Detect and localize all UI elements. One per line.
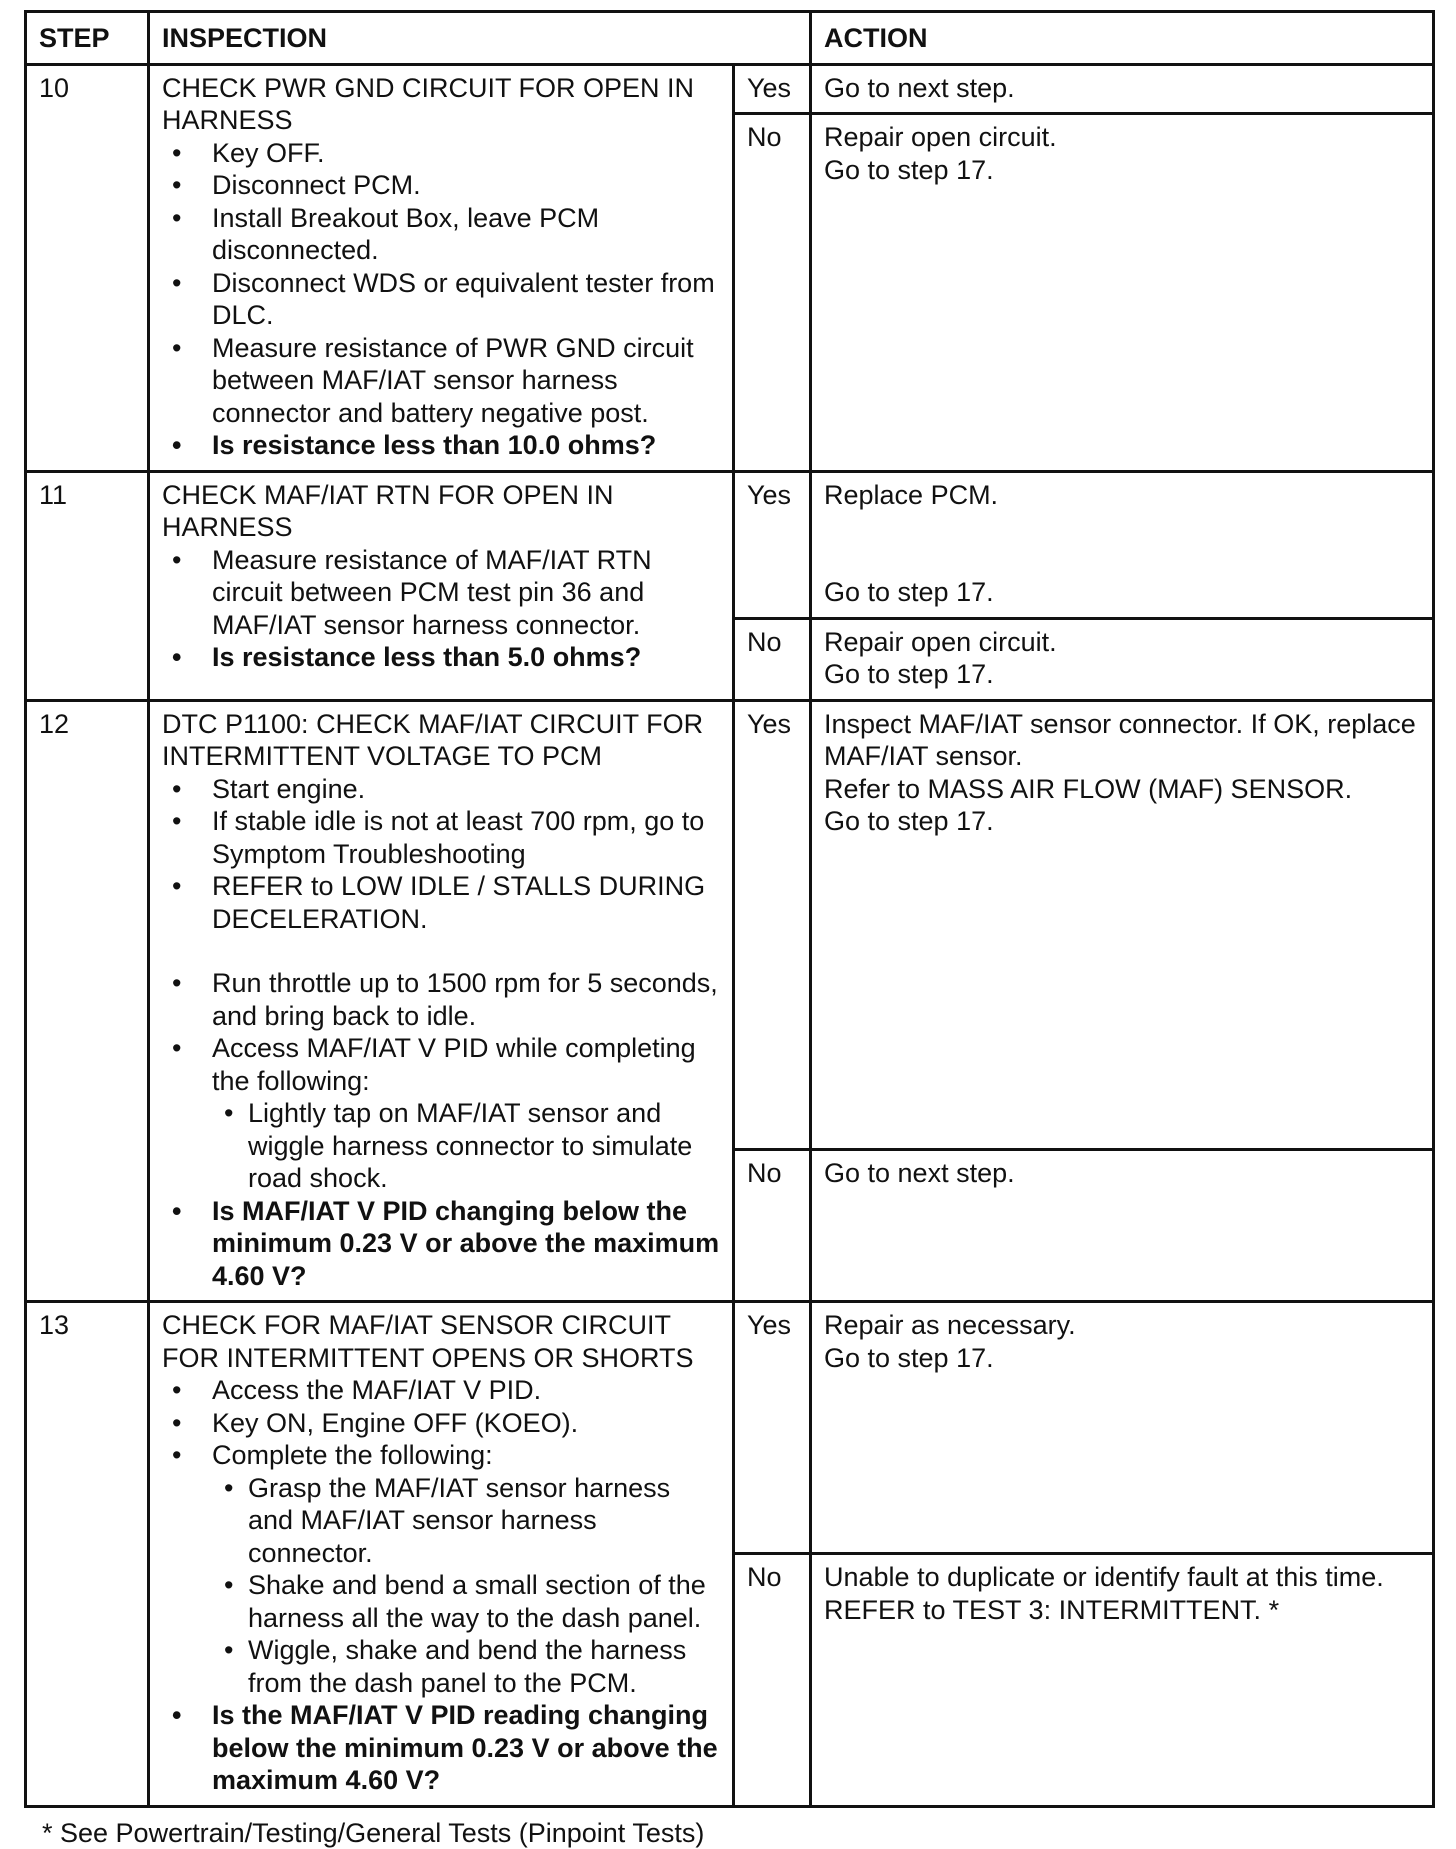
bullet-list [162, 544, 722, 674]
sub-bullet-list [212, 1097, 722, 1195]
action-text: Go to step 17. [824, 1342, 994, 1373]
action-text: Go to next step. [824, 1158, 1015, 1189]
bullet-item: • Run throttle up to 1500 rpm for 5 seconds, and bring back to idle. [162, 967, 722, 1032]
no-label: No [734, 1150, 811, 1302]
inspection-column-header: INSPECTION [149, 12, 811, 65]
bullet-list [162, 773, 722, 1293]
diagnostic-document [24, 10, 1432, 1849]
action-text: REFER to TEST 3: INTERMITTENT. * [824, 1594, 1280, 1625]
bullet-item: • REFER to LOW IDLE / STALLS DURING DECELERATION. [162, 870, 722, 935]
bullet-item: • Install Breakout Box, leave PCM disconnected. [162, 202, 722, 267]
bullet-item: • Access the MAF/IAT V PID. [162, 1374, 722, 1407]
step-title: CHECK PWR GND CIRCUIT FOR OPEN IN HARNESS [162, 72, 695, 135]
step-row-10 [26, 64, 1434, 114]
bullet-item: • If stable idle is not at least 700 rpm, go to Symptom Troubleshooting [162, 805, 722, 870]
bullet-item: • Measure resistance of PWR GND circuit between MAF/IAT sensor harness connector and battery negative post. [162, 332, 722, 430]
action-text: Repair open circuit. [824, 122, 1057, 152]
inspection-cell [149, 64, 734, 471]
action-text: Go to step 17. [824, 806, 994, 836]
action-column-header: ACTION [811, 12, 1434, 65]
step-row-11 [26, 471, 1434, 618]
action-text: Go to step 17. [824, 154, 994, 185]
action-text: Go to step 17. [824, 577, 994, 607]
question-item: • Is the MAF/IAT V PID reading changing below the minimum 0.23 V or above the maximum 4.60 V? [162, 1699, 722, 1797]
step-number: 11 [26, 471, 149, 700]
action-text: Repair as necessary. [824, 1310, 1076, 1340]
yes-label: Yes [734, 1302, 811, 1554]
no-label: No [734, 1554, 811, 1806]
no-action-cell [811, 1554, 1434, 1806]
bullet-item: • Start engine. [162, 773, 722, 806]
no-action-cell [811, 114, 1434, 472]
no-label: No [734, 114, 811, 472]
no-action-cell [811, 1150, 1434, 1302]
action-text: Replace PCM. [824, 479, 999, 510]
inspection-cell [149, 1302, 734, 1807]
step-number: 12 [26, 700, 149, 1302]
bullet-list [162, 1374, 722, 1797]
bullet-text: Complete the following: [212, 1440, 493, 1470]
bullet-item: • Measure resistance of MAF/IAT RTN circuit between PCM test pin 36 and MAF/IAT sensor harness connector. [162, 544, 722, 642]
bullet-item: • Key ON, Engine OFF (KOEO). [162, 1407, 722, 1440]
header-row [26, 12, 1434, 65]
step-title: CHECK MAF/IAT RTN FOR OPEN IN HARNESS [162, 479, 614, 542]
no-label: No [734, 618, 811, 700]
action-text: Repair open circuit. [824, 626, 1057, 657]
action-text: Unable to duplicate or identify fault at this time. [824, 1562, 1384, 1593]
question-item: • Is MAF/IAT V PID changing below the minimum 0.23 V or above the maximum 4.60 V? [162, 1195, 722, 1293]
step-title: CHECK FOR MAF/IAT SENSOR CIRCUIT FOR INTERMITTENT OPENS OR SHORTS [162, 1310, 694, 1373]
action-text: Refer to MASS AIR FLOW (MAF) SENSOR. [824, 773, 1353, 804]
no-action-cell [811, 618, 1434, 700]
yes-label: Yes [734, 64, 811, 114]
bullet-text: Access MAF/IAT V PID while completing the following: [212, 1033, 696, 1096]
action-text: Go to next step. [824, 72, 1015, 103]
bullet-item [162, 1439, 722, 1699]
step-title: DTC P1100: CHECK MAF/IAT CIRCUIT FOR INTERMITTENT VOLTAGE TO PCM [162, 708, 704, 771]
action-text: Go to step 17. [824, 659, 994, 689]
sub-bullet-list [212, 1472, 722, 1700]
footnote: * See Powertrain/Testing/General Tests (Pinpoint Tests) [42, 1817, 705, 1848]
sub-bullet-item: • Grasp the MAF/IAT sensor harness and MAF/IAT sensor harness connector. [212, 1472, 722, 1570]
bullet-list [162, 137, 722, 462]
sub-bullet-item: • Shake and bend a small section of the harness all the way to the dash panel. [212, 1569, 722, 1634]
bullet-item: • Disconnect PCM. [162, 169, 722, 202]
step-number: 10 [26, 64, 149, 471]
step-row-13 [26, 1302, 1434, 1554]
blank-space [824, 511, 1422, 576]
bullet-item: • Disconnect WDS or equivalent tester from DLC. [162, 267, 722, 332]
yes-label: Yes [734, 700, 811, 1150]
yes-action-cell [811, 471, 1434, 618]
step-row-12 [26, 700, 1434, 1150]
step-number: 13 [26, 1302, 149, 1807]
sub-bullet-item: • Wiggle, shake and bend the harness from the dash panel to the PCM. [212, 1634, 722, 1699]
yes-action-cell [811, 1302, 1434, 1554]
bullet-item [162, 1032, 722, 1195]
yes-action-cell [811, 64, 1434, 114]
inspection-cell [149, 700, 734, 1302]
bullet-item: • Key OFF. [162, 137, 722, 170]
yes-label: Yes [734, 471, 811, 618]
inspection-cell [149, 471, 734, 700]
step-column-header: STEP [26, 12, 149, 65]
action-text: Inspect MAF/IAT sensor connector. If OK, replace MAF/IAT sensor. [824, 708, 1416, 771]
question-item: • Is resistance less than 5.0 ohms? [162, 641, 722, 674]
pinpoint-test-table [24, 10, 1435, 1808]
sub-bullet-item: • Lightly tap on MAF/IAT sensor and wiggle harness connector to simulate road shock. [212, 1097, 722, 1195]
question-item: • Is resistance less than 10.0 ohms? [162, 429, 722, 462]
yes-action-cell [811, 700, 1434, 1150]
